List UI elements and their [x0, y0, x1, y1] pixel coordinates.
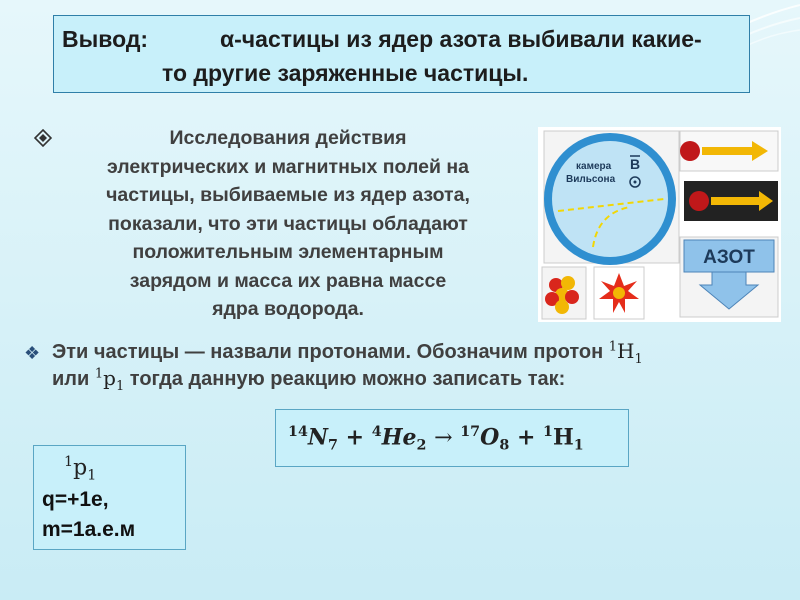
- protons-suffix: тогда данную реакцию можно записать так:: [129, 368, 566, 390]
- protons-text-1: Эти частицы — назвали протонами. Обозначим протон: [52, 341, 604, 363]
- protons-prefix: или: [52, 368, 90, 390]
- reaction-equation: $^{14}N_7 + ^4He_2 \to ^{17}O_8 + ^1H_1$: [288, 424, 584, 454]
- chamber-label-1: камера: [576, 161, 612, 172]
- paragraph-line: Исследования действия: [169, 127, 407, 149]
- proton-box-symbol: $^1p_1$: [64, 454, 97, 484]
- cloud-chamber-illustration: [538, 127, 781, 322]
- conclusion-line-1: α-частицы из ядер азота выбивали какие-: [220, 26, 702, 52]
- conclusion-box: [53, 15, 750, 93]
- protons-line-2: [52, 366, 565, 394]
- proton-symbol: $^1p_1$: [94, 366, 125, 394]
- conclusion-label: Вывод:: [62, 26, 149, 52]
- chamber-label-2: Вильсона: [566, 174, 616, 185]
- paragraph-line: показали, что эти частицы обладают: [108, 212, 468, 235]
- conclusion-line-2: то другие заряженные частицы.: [162, 60, 529, 86]
- protons-line-1: [52, 339, 643, 367]
- paragraph-line: положительным элементарным: [132, 241, 444, 263]
- proton-properties-box: [33, 445, 186, 550]
- proton-charge: q=+1e,: [42, 488, 109, 511]
- paragraph-line: ядра водорода.: [212, 298, 364, 320]
- chamber-inner: [552, 141, 668, 257]
- field-label: B: [630, 156, 641, 172]
- nitrogen-label: АЗОТ: [703, 247, 755, 268]
- hydrogen-symbol: $^1H_1$: [608, 339, 643, 367]
- research-paragraph: [68, 124, 508, 324]
- paragraph-line: частицы, выбиваемые из ядер азота,: [106, 184, 470, 206]
- cloud-chamber-figure: [538, 127, 781, 322]
- particle-ball-1: [680, 141, 700, 161]
- particle-ball-2: [689, 191, 709, 211]
- paragraph-line: зарядом и масса их равна массе: [129, 269, 447, 292]
- proton-mass: m=1а.е.м: [42, 518, 136, 541]
- reaction-equation-box: [275, 409, 629, 467]
- diamond-bullet-icon: [34, 129, 52, 147]
- paragraph-line: электрических и магнитных полей на: [107, 155, 469, 178]
- checkmark-bullet-icon: ❖: [24, 343, 41, 363]
